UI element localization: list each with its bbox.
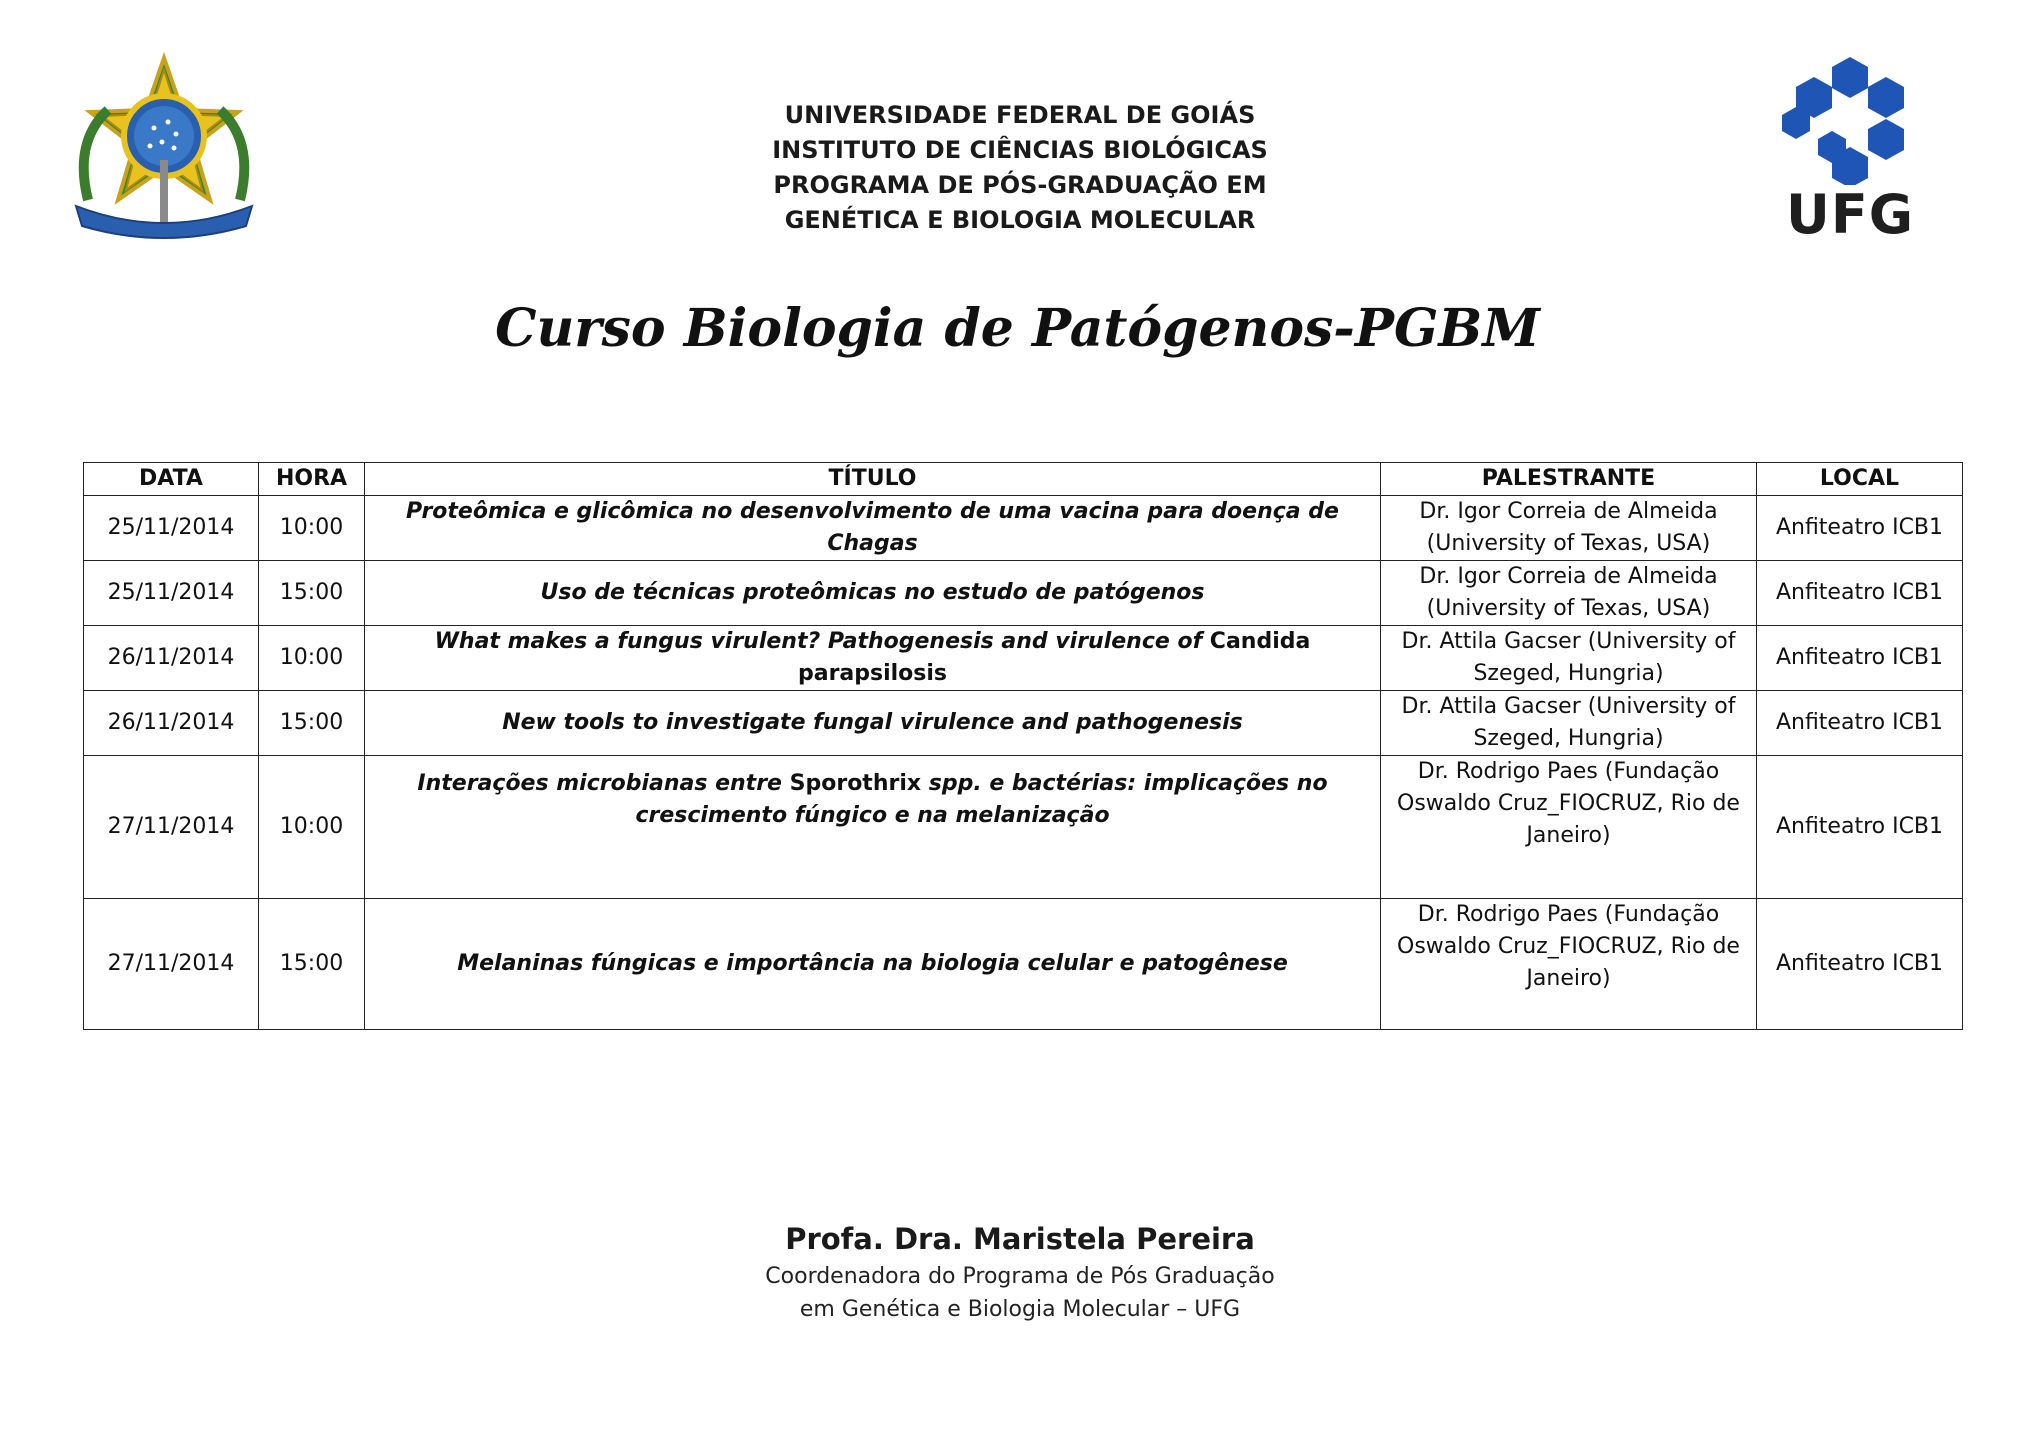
cell-titulo <box>365 899 1381 1030</box>
ufg-logo-text: UFG <box>1785 183 1915 246</box>
cell-local: Anfiteatro ICB1 <box>1757 626 1963 691</box>
signatory-role-line: em Genética e Biologia Molecular – UFG <box>799 1297 1241 1322</box>
ufg-hexagon-logo-icon <box>1780 55 1920 185</box>
titulo-species-text: Candida parapsilosis <box>797 629 1311 686</box>
cell-palestrante: Dr. Rodrigo Paes (Fundação Oswaldo Cruz_FIOCRUZ, Rio de Janeiro) <box>1381 756 1757 899</box>
titulo-text: Interações microbianas entre <box>417 771 790 796</box>
cell-titulo <box>365 756 1381 899</box>
cell-hora: 15:00 <box>259 561 365 626</box>
institution-line: UNIVERSIDADE FEDERAL DE GOIÁS <box>784 101 1256 129</box>
cell-hora: 15:00 <box>259 899 365 1030</box>
titulo-text: Proteômica e glicômica no desenvolvimento de uma vacina para doença de Chagas <box>406 499 1339 556</box>
cell-palestrante: Dr. Igor Correia de Almeida (University of Texas, USA) <box>1381 561 1757 626</box>
cell-titulo <box>365 496 1381 561</box>
table-row <box>84 626 1963 691</box>
titulo-text: New tools to investigate fungal virulence and pathogenesis <box>502 710 1243 735</box>
cell-titulo <box>365 561 1381 626</box>
column-header-titulo: TÍTULO <box>365 463 1381 496</box>
cell-data: 26/11/2014 <box>84 626 259 691</box>
column-header-local: LOCAL <box>1757 463 1963 496</box>
schedule-table <box>83 462 1963 1030</box>
table-row <box>84 496 1963 561</box>
institution-header <box>620 98 1420 238</box>
table-row <box>84 561 1963 626</box>
column-header-palestrante: PALESTRANTE <box>1381 463 1757 496</box>
course-title: Curso Biologia de Patógenos-PGBM <box>495 298 1540 359</box>
column-header-data: DATA <box>84 463 259 496</box>
table-row <box>84 899 1963 1030</box>
cell-titulo <box>365 691 1381 756</box>
cell-hora: 10:00 <box>259 756 365 899</box>
cell-local: Anfiteatro ICB1 <box>1757 691 1963 756</box>
signatory-name: Profa. Dra. Maristela Pereira <box>785 1222 1255 1256</box>
titulo-rest-text: spp. e bactérias: implicações no crescimento fúngico e na melanização <box>635 771 1328 828</box>
ufg-logo <box>1780 55 1920 245</box>
institution-line: GENÉTICA E BIOLOGIA MOLECULAR <box>784 206 1256 234</box>
table-header-row <box>84 463 1963 496</box>
signature-block <box>620 1218 1420 1326</box>
cell-hora: 15:00 <box>259 691 365 756</box>
table-row <box>84 691 1963 756</box>
cell-palestrante: Dr. Rodrigo Paes (Fundação Oswaldo Cruz_FIOCRUZ, Rio de Janeiro) <box>1381 899 1757 1030</box>
cell-hora: 10:00 <box>259 496 365 561</box>
cell-titulo <box>365 626 1381 691</box>
titulo-text: Melaninas fúngicas e importância na biologia celular e patogênese <box>457 951 1288 976</box>
titulo-species-text: Sporothrix <box>789 771 922 796</box>
titulo-text: Uso de técnicas proteômicas no estudo de patógenos <box>540 580 1205 605</box>
cell-data: 25/11/2014 <box>84 561 259 626</box>
institution-line: INSTITUTO DE CIÊNCIAS BIOLÓGICAS <box>772 136 1268 164</box>
brazil-coat-of-arms-icon <box>68 50 260 240</box>
cell-local: Anfiteatro ICB1 <box>1757 561 1963 626</box>
cell-data: 27/11/2014 <box>84 756 259 899</box>
column-header-hora: HORA <box>259 463 365 496</box>
cell-local: Anfiteatro ICB1 <box>1757 899 1963 1030</box>
signatory-role-line: Coordenadora do Programa de Pós Graduação <box>765 1264 1275 1289</box>
cell-palestrante: Dr. Attila Gacser (University of Szeged, Hungria) <box>1381 691 1757 756</box>
institution-line: PROGRAMA DE PÓS-GRADUAÇÃO EM <box>773 171 1267 199</box>
cell-hora: 10:00 <box>259 626 365 691</box>
cell-data: 27/11/2014 <box>84 899 259 1030</box>
table-row <box>84 756 1963 899</box>
titulo-text: What makes a fungus virulent? Pathogenesis and virulence of <box>434 629 1210 654</box>
cell-palestrante: Dr. Attila Gacser (University of Szeged, Hungria) <box>1381 626 1757 691</box>
cell-data: 26/11/2014 <box>84 691 259 756</box>
cell-local: Anfiteatro ICB1 <box>1757 756 1963 899</box>
cell-local: Anfiteatro ICB1 <box>1757 496 1963 561</box>
cell-data: 25/11/2014 <box>84 496 259 561</box>
cell-palestrante: Dr. Igor Correia de Almeida (University of Texas, USA) <box>1381 496 1757 561</box>
